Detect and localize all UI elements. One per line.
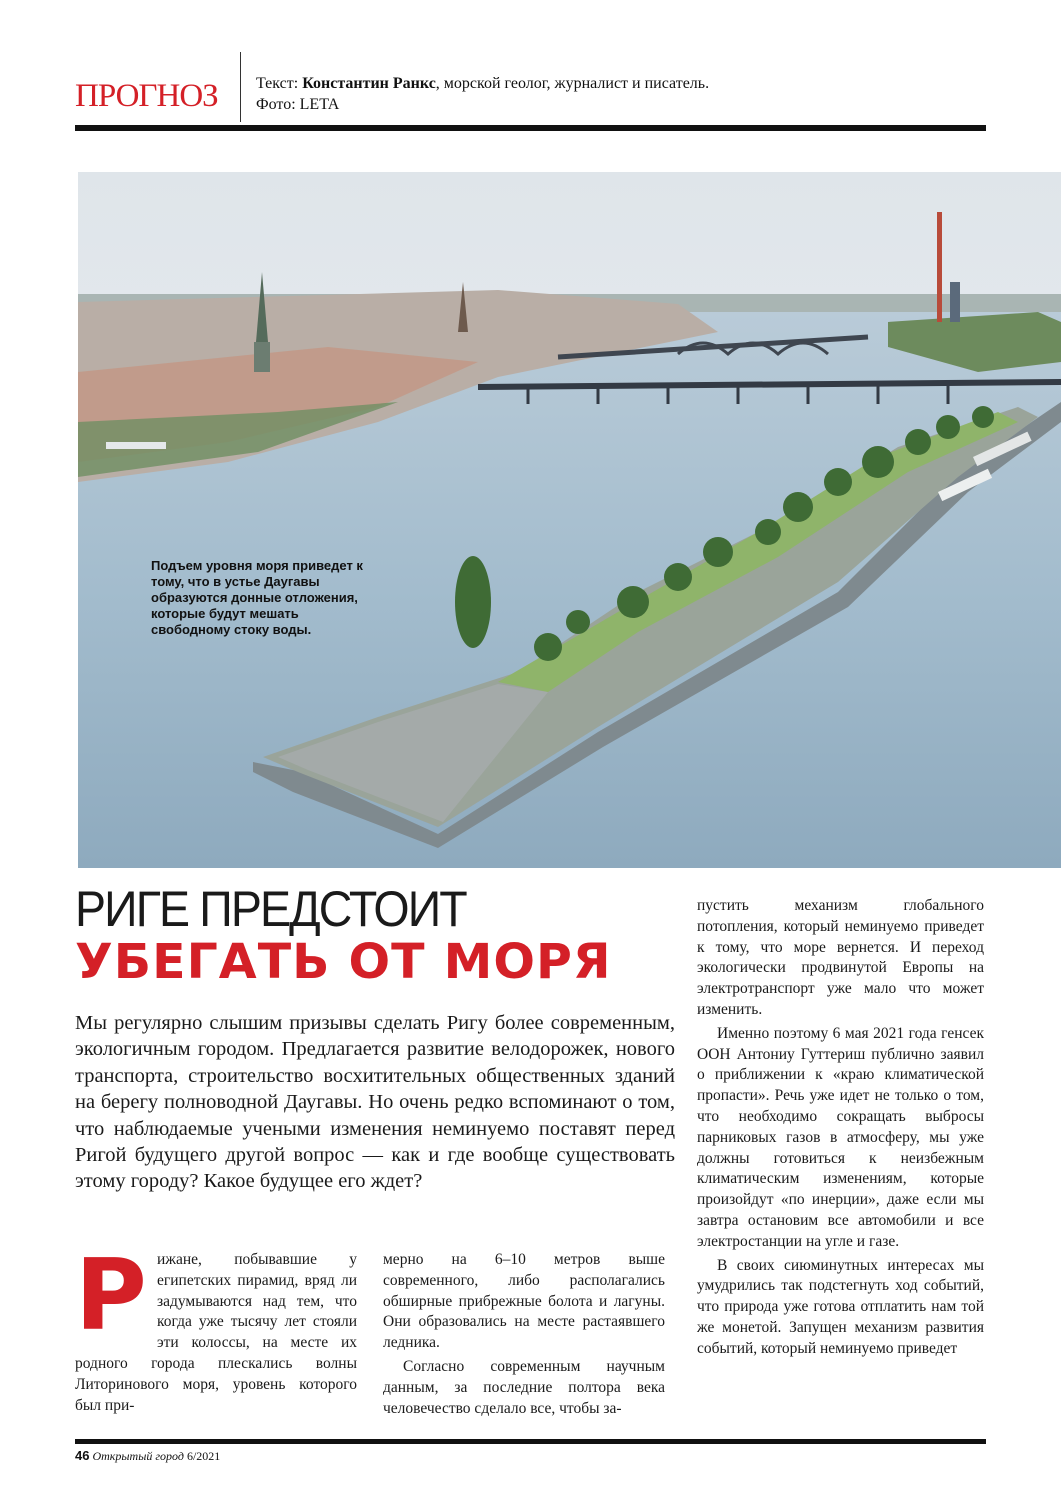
paragraph: Именно поэтому 6 мая 2021 года генсек ООН Антониу Гуттериш публично заявил о приближении к «краю климатической пропасти». Речь уже идет не только о том, что необходимо сокращать выбросы парниковых газов в атмосферу, мы уже должны готовиться к неизбежным климатическим изменениям, которые произойдут «по инерции», даже если мы завтра остановим все автомобили и все электростанции на угле и газе. (697, 1024, 984, 1250)
drop-cap: Р (75, 1239, 147, 1353)
paragraph: В своих сиюминутных интересах мы умудрились так подстегнуть ход событий, что природа уже готова отплатить нам той же монетой. Запущен механизм развития событий, который неминуемо приведет (697, 1256, 984, 1357)
paragraph: мерно на 6–10 метров выше современного, либо располагались обширные прибрежные болота и лагуны. Они образовались на месте растаявшего ледника. (383, 1251, 665, 1352)
paragraph: Согласно современным научным данным, за последние полтора века человечество сделало все, чтобы за- (383, 1357, 665, 1417)
article-title-line-1: РИГЕ ПРЕДСТОИТ (75, 881, 466, 937)
body-column-2 (383, 1250, 665, 1419)
author-description: , морской геолог, журналист и писатель. (435, 75, 710, 92)
footer-rule (75, 1439, 986, 1444)
paragraph: пустить механизм глобального потопления, который неминуемо приведет к тому, что море вернется. И переход экологически продвинутой Европы на электротранспорт уже мало что может изменить. (697, 897, 984, 1018)
photo-credit: Фото: LETA (256, 96, 340, 113)
author-name: Константин Ранкс (302, 75, 436, 92)
magazine-name: Открытый город (92, 1449, 184, 1463)
header-rule (75, 125, 986, 131)
header-divider (240, 52, 241, 122)
page-number: 46 (75, 1448, 90, 1463)
text-credit (256, 73, 709, 94)
aerial-photo (78, 172, 1061, 868)
article-title-line-2: УБЕГАТЬ ОТ МОРЯ (75, 934, 612, 990)
article-lead: Мы регулярно слышим призывы сделать Ригу более современным, экологичным городом. Предлагается развитие велодорожек, нового транспорта, строительство восхитительных общественных зданий на берегу полноводной Даугавы. Но очень редко вспоминают о том, что наблюдаемые учеными изменения неминуемо поставят перед Ригой будущего другой вопрос — как и где вообще существовать этому городу? Какое будущее его ждет? (75, 1012, 675, 1193)
issue-number: 6/2021 (183, 1449, 221, 1463)
body-column-3 (697, 896, 984, 1360)
credit-prefix: Текст: (256, 75, 303, 92)
photo-illustration (78, 172, 1061, 868)
body-text: ижане, побывавшие у египетских пирамид, вряд ли задумываются над тем, что когда уже тысячу лет стояли эти колоссы, на месте их родного города плескались волны Литоринового моря, уровень которого был при- (75, 1251, 357, 1414)
credits (256, 73, 709, 115)
section-label: ПРОГНОЗ (75, 78, 218, 114)
body-column-1 (75, 1239, 357, 1416)
page-footer (75, 1448, 220, 1464)
photo-caption: Подъем уровня моря приведет к тому, что в устье Даугавы образуются донные отложения, которые будут мешать свободному стоку воды. (151, 558, 363, 637)
